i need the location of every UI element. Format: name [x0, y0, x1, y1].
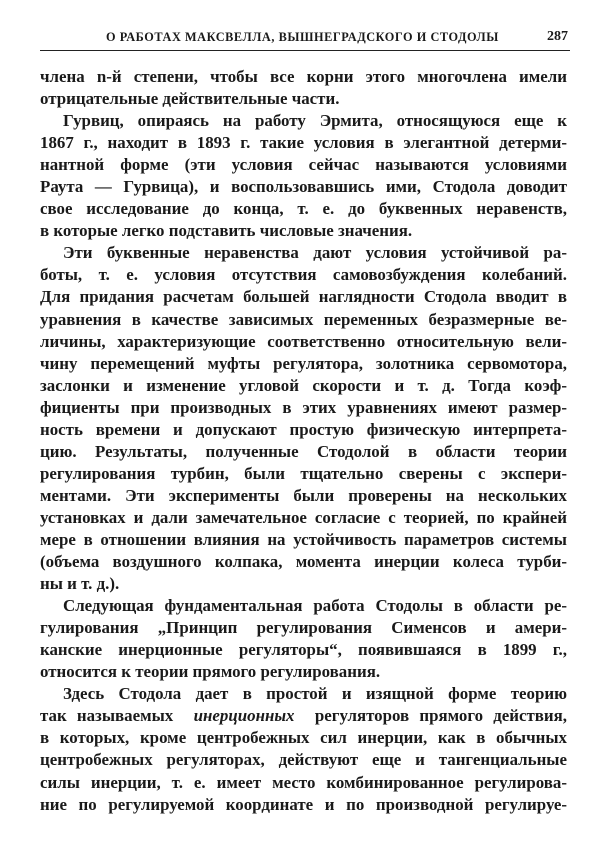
text-line: силы инерции, т. е. имеет место комбинированное регулирова-: [40, 772, 567, 792]
text-line: центробежных регуляторах, действуют еще и тангенциальные: [40, 750, 567, 770]
paragraph-3: [40, 242, 567, 595]
running-title: О РАБОТАХ МАКСВЕЛЛА, ВЫШНЕГРАДСКОГО И СТОДОЛЫ: [106, 30, 499, 44]
paragraph-2: [40, 110, 567, 242]
text-line: свое исследование до конца, т. е. до буквенных неравенств,: [40, 199, 567, 219]
text-line: 1867 г., находит в 1893 г. такие условия в элегантной детерми-: [40, 133, 567, 153]
paragraph-5: [40, 683, 567, 815]
text-line: Для придания расчетам большей наглядности Стодола вводит в: [40, 287, 567, 307]
text-line: ние по регулируемой координате и по производной регулируе-: [40, 794, 567, 814]
text-line: ны и т. д.).: [40, 574, 120, 594]
text-line: в которые легко подставить числовые значения.: [40, 221, 413, 241]
text-line: Гурвиц, опираясь на работу Эрмита, относящуюся еще к: [63, 111, 567, 131]
text-line: в которых, кроме центробежных сил инерции, как в обычных: [40, 728, 567, 748]
text-line: Здесь Стодола дает в простой и изящной форме теорию: [63, 684, 567, 704]
text-line: боты, т. е. условия отсутствия самовозбуждения колебаний.: [40, 265, 567, 285]
text-line: (объема воздушного колпака, момента инерции колеса турби-: [40, 552, 567, 572]
text-line: Эти буквенные неравенства дают условия устойчивой ра-: [63, 243, 567, 263]
text-line: личины, характеризующие соответственно относительную вели-: [40, 331, 567, 351]
page-number: 287: [547, 29, 568, 44]
text-line: отрицательные действительные части.: [40, 89, 340, 109]
text-line: уравнения в качестве зависимых переменных безразмерные ве-: [40, 309, 567, 329]
text-line: регулирования турбин, были тщательно сверены с экспери-: [40, 463, 567, 483]
page-header: [40, 30, 570, 51]
text-line: нантной форме (эти условия сейчас называются условиями: [40, 155, 567, 175]
italic-term: инерционных: [193, 706, 295, 726]
text-line: мере в отношении влияния на устойчивость параметров системы: [40, 529, 567, 549]
text-line: установках и дали замечательное согласие с теорией, по крайней: [40, 507, 567, 527]
text-line: фициенты при производных в этих уравнениях имеют размер-: [40, 397, 567, 417]
text-line: Следующая фундаментальная работа Стодолы в области ре-: [63, 596, 567, 616]
text-line: чину перемещений муфты регулятора, золотника сервомотора,: [40, 353, 567, 373]
text-line-with-italic: [40, 705, 567, 727]
text-line: гулирования „Принцип регулирования Сименсов и амери-: [40, 618, 567, 638]
text-line: канские инерционные регуляторы“, появившаяся в 1899 г.,: [40, 640, 567, 660]
paragraph-4: [40, 595, 567, 683]
text-fragment: регуляторов прямого действия,: [314, 706, 567, 726]
text-line: относится к теории прямого регулирования.: [40, 662, 381, 682]
text-line: заслонки и изменение угловой скорости и т. д. Тогда коэф-: [40, 375, 567, 395]
text-line: ментами. Эти эксперименты были проверены на нескольких: [40, 485, 567, 505]
text-line: Раута — Гурвица), и воспользовавшись ими, Стодола доводит: [40, 177, 567, 197]
text-line: ность времени и допускают простую физическую интерпрета-: [40, 419, 567, 439]
body-text: [40, 66, 567, 816]
text-line: цию. Результаты, полученные Стодолой в области теории: [40, 441, 567, 461]
paragraph-1: [40, 66, 567, 110]
text-fragment: так называемых: [40, 706, 174, 726]
text-line: члена n-й степени, чтобы все корни этого многочлена имели: [40, 67, 567, 86]
